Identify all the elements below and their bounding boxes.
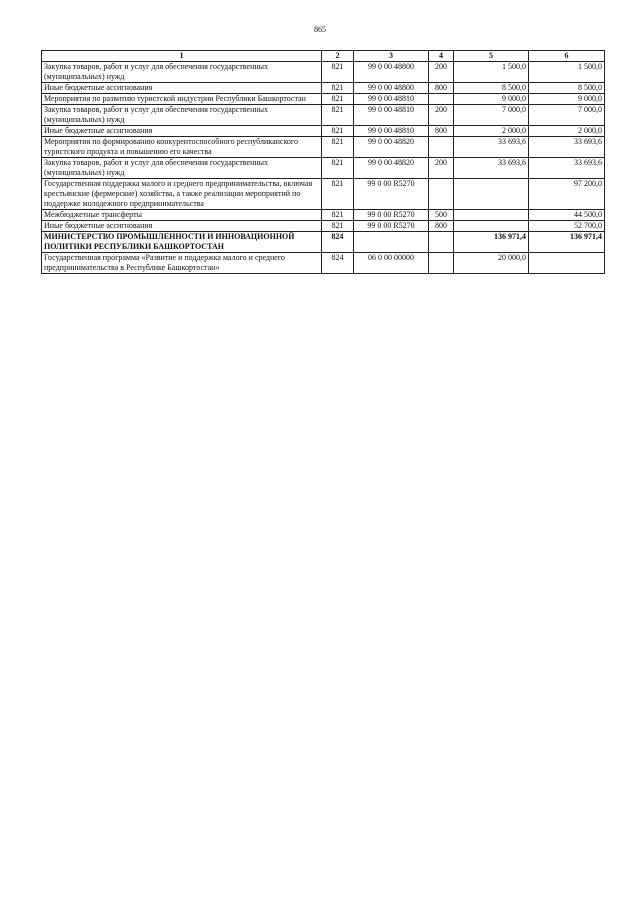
cell-sum-2: 33 693,6 [529, 137, 605, 158]
cell-csr: 99 0 00 48800 [354, 83, 429, 94]
cell-sum-2: 44 500,0 [529, 210, 605, 221]
cell-sum-2: 52 700,0 [529, 221, 605, 232]
cell-ved: 821 [322, 94, 354, 105]
cell-ved: 821 [322, 210, 354, 221]
cell-ved: 821 [322, 105, 354, 126]
cell-sum-1 [454, 210, 529, 221]
table-row [42, 232, 605, 253]
cell-vr: 800 [429, 83, 454, 94]
cell-csr: 06 0 00 00000 [354, 253, 429, 274]
cell-csr: 99 0 00 48820 [354, 158, 429, 179]
column-header: 1 [42, 51, 322, 62]
cell-vr: 200 [429, 105, 454, 126]
cell-sum-1: 7 000,0 [454, 105, 529, 126]
cell-sum-2: 9 000,0 [529, 94, 605, 105]
table-row [42, 83, 605, 94]
cell-csr [354, 232, 429, 253]
cell-sum-1: 9 000,0 [454, 94, 529, 105]
table-body [42, 62, 605, 274]
cell-vr: 500 [429, 210, 454, 221]
cell-vr [429, 137, 454, 158]
cell-sum-2: 136 971,4 [529, 232, 605, 253]
cell-csr: 99 0 00 48820 [354, 137, 429, 158]
cell-csr: 99 0 00 48810 [354, 94, 429, 105]
cell-csr: 99 0 00 R5270 [354, 210, 429, 221]
cell-sum-2 [529, 253, 605, 274]
table-row [42, 210, 605, 221]
cell-csr: 99 0 00 48810 [354, 126, 429, 137]
table-row [42, 105, 605, 126]
cell-csr: 99 0 00 48810 [354, 105, 429, 126]
cell-sum-1 [454, 179, 529, 210]
table-row [42, 253, 605, 274]
cell-name: Закупка товаров, работ и услуг для обеспечения государственных (муниципальных) нужд [42, 105, 322, 126]
column-header: 3 [354, 51, 429, 62]
cell-name: Иные бюджетные ассигнования [42, 83, 322, 94]
table-row [42, 62, 605, 83]
cell-vr: 800 [429, 221, 454, 232]
column-header: 2 [322, 51, 354, 62]
cell-sum-1: 33 693,6 [454, 158, 529, 179]
cell-sum-2: 7 000,0 [529, 105, 605, 126]
budget-table [41, 50, 605, 274]
cell-ved: 821 [322, 62, 354, 83]
cell-csr: 99 0 00 R5270 [354, 221, 429, 232]
cell-ved: 824 [322, 253, 354, 274]
cell-name: Межбюджетные трансферты [42, 210, 322, 221]
cell-vr: 200 [429, 62, 454, 83]
cell-vr [429, 253, 454, 274]
cell-name: Мероприятия по развитию туристской индустрии Республики Башкортостан [42, 94, 322, 105]
cell-vr: 800 [429, 126, 454, 137]
page-number: 865 [314, 25, 326, 34]
column-header: 5 [454, 51, 529, 62]
cell-name: Государственная программа «Развитие и поддержка малого и среднего предпринимательства в Республике Башкортостан» [42, 253, 322, 274]
cell-ved: 821 [322, 137, 354, 158]
cell-ved: 821 [322, 158, 354, 179]
cell-sum-2: 1 500,0 [529, 62, 605, 83]
cell-ved: 821 [322, 126, 354, 137]
cell-csr: 99 0 00 48800 [354, 62, 429, 83]
cell-sum-1: 33 693,6 [454, 137, 529, 158]
cell-name: Мероприятия по формированию конкурентоспособного республиканского туристского продукта и повышению его качества [42, 137, 322, 158]
table-row [42, 126, 605, 137]
cell-sum-1: 8 500,0 [454, 83, 529, 94]
column-header: 6 [529, 51, 605, 62]
cell-sum-2: 8 500,0 [529, 83, 605, 94]
table-row [42, 94, 605, 105]
cell-ved: 821 [322, 179, 354, 210]
cell-sum-1: 1 500,0 [454, 62, 529, 83]
cell-name: Иные бюджетные ассигнования [42, 221, 322, 232]
cell-vr [429, 232, 454, 253]
table-row [42, 158, 605, 179]
cell-vr: 200 [429, 158, 454, 179]
cell-sum-2: 33 693,6 [529, 158, 605, 179]
cell-name: Закупка товаров, работ и услуг для обеспечения государственных (муниципальных) нужд [42, 62, 322, 83]
cell-csr: 99 0 00 R5270 [354, 179, 429, 210]
cell-vr [429, 179, 454, 210]
cell-name: МИНИСТЕРСТВО ПРОМЫШЛЕННОСТИ И ИННОВАЦИОННОЙ ПОЛИТИКИ РЕСПУБЛИКИ БАШКОРТОСТАН [42, 232, 322, 253]
cell-ved: 821 [322, 83, 354, 94]
cell-sum-2: 2 000,0 [529, 126, 605, 137]
table-row [42, 179, 605, 210]
cell-vr [429, 94, 454, 105]
cell-sum-2: 97 200,0 [529, 179, 605, 210]
cell-ved: 824 [322, 232, 354, 253]
cell-sum-1: 20 000,0 [454, 253, 529, 274]
cell-ved: 821 [322, 221, 354, 232]
column-header: 4 [429, 51, 454, 62]
cell-sum-1: 2 000,0 [454, 126, 529, 137]
cell-sum-1 [454, 221, 529, 232]
table-row [42, 221, 605, 232]
header-row [42, 51, 605, 62]
cell-name: Закупка товаров, работ и услуг для обеспечения государственных (муниципальных) нужд [42, 158, 322, 179]
cell-name: Иные бюджетные ассигнования [42, 126, 322, 137]
table-row [42, 137, 605, 158]
cell-name: Государственная поддержка малого и среднего предпринимательства, включая крестьянские (фермерские) хозяйства, а также реализации мероприятий по поддержке молодежного предпринимательства [42, 179, 322, 210]
cell-sum-1: 136 971,4 [454, 232, 529, 253]
